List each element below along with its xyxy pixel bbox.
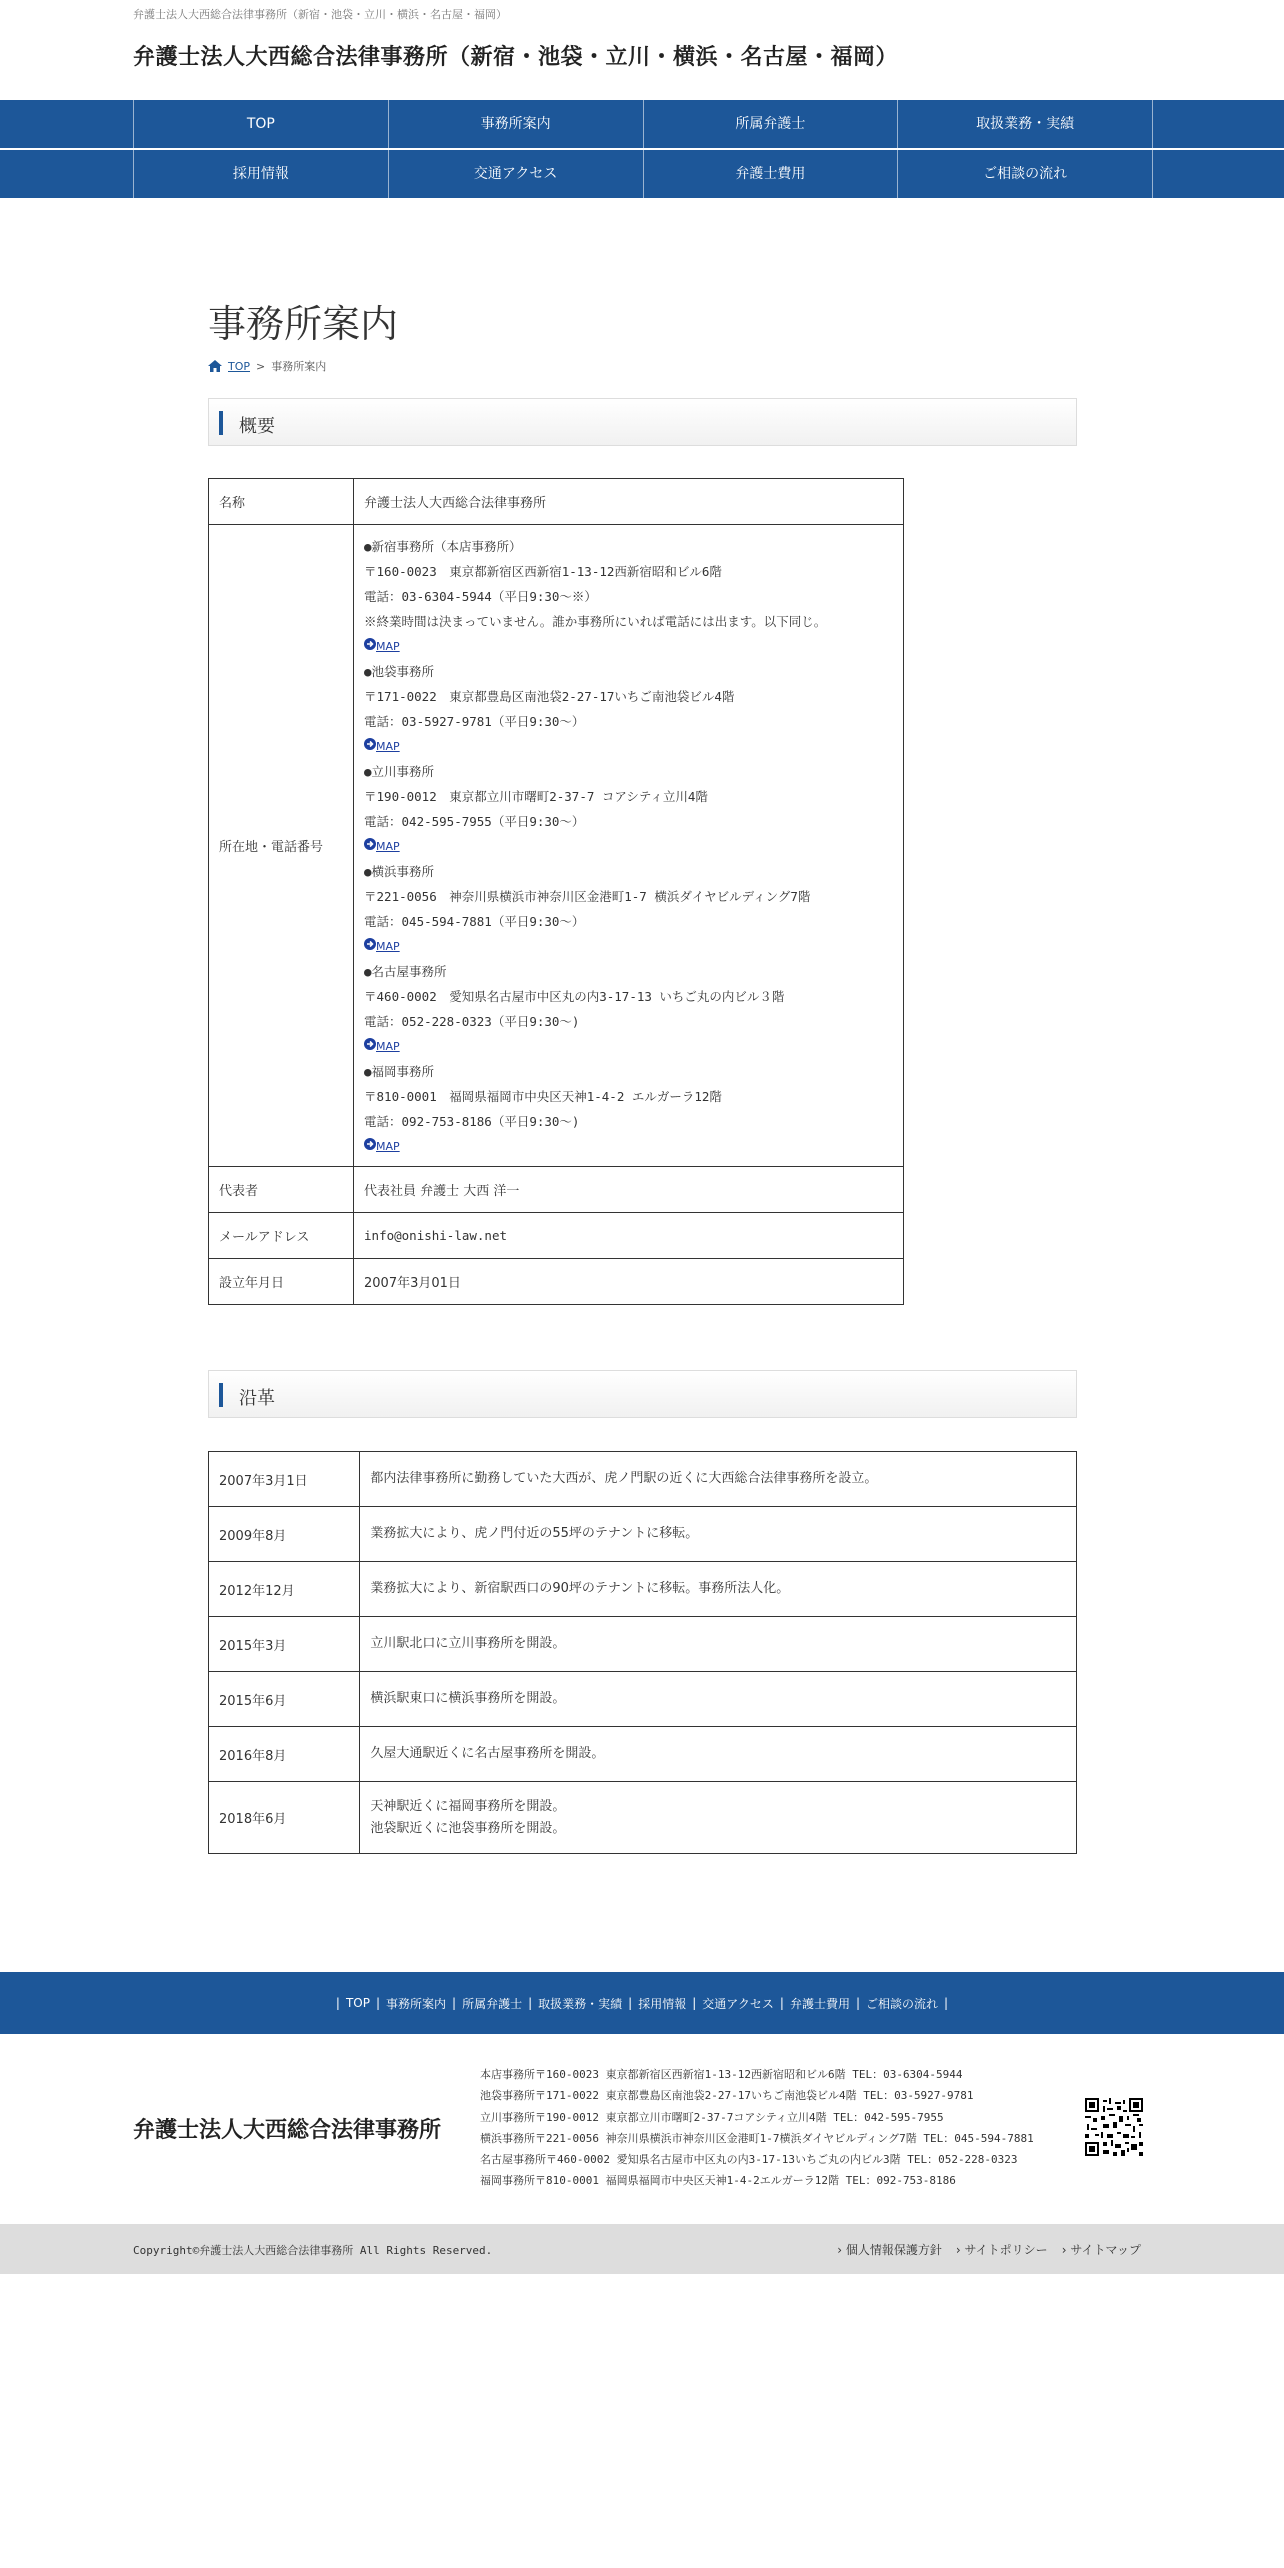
history-heading-text: 沿革 [239,1388,275,1409]
overview-table [208,478,904,1305]
footer-nav-top[interactable]: TOP [345,1996,370,2010]
office-tel: 電話：042-595-7955（平日9:30～） [364,814,585,829]
office-tel: 電話：03-5927-9781（平日9:30～） [364,714,585,729]
map-link-tachikawa[interactable] [364,834,893,859]
office-tel: 電話：092-753-8186（平日9:30～) [364,1114,580,1129]
founded-label: 設立年月日 [209,1259,354,1305]
nav-item-lawyers[interactable]: 所属弁護士 [643,100,898,148]
office-name: ●立川事務所 [364,764,435,779]
history-date: 2007年3月1日 [209,1452,360,1507]
circle-arrow-icon [364,838,376,850]
rep-value: 代表社員 弁護士 大西 洋一 [354,1167,904,1213]
founded-value: 2007年3月01日 [354,1259,904,1305]
page-title: 事務所案内 [208,302,399,347]
legal-links [837,2241,1141,2258]
footer-nav-recruit[interactable]: 採用情報 [638,1996,687,2011]
copyright: Copyright©弁護士法人大西総合法律事務所 All Rights Reserved. [133,2244,493,2257]
footer-nav-practice[interactable]: 取扱業務・実績 [538,1996,623,2011]
history-text [360,1782,1077,1854]
nav-item-recruit[interactable]: 採用情報 [133,150,388,198]
qr-code-icon [1085,2098,1143,2156]
breadcrumb [208,358,326,374]
nav-item-practice[interactable]: 取扱業務・実績 [897,100,1153,148]
history-text: 立川駅北口に立川事務所を開設。 [360,1617,1077,1672]
overview-heading [208,398,1077,446]
site-tagline: 弁護士法人大西総合法律事務所（新宿・池袋・立川・横浜・名古屋・福岡） [133,8,507,21]
footer-nav-flow[interactable]: ご相談の流れ [866,1996,939,2011]
table-row [209,1782,1077,1854]
circle-arrow-icon [364,638,376,650]
map-link-label: MAP [376,640,400,653]
footer-address-line: 本店事務所〒160-0023 東京都新宿区西新宿1-13-12西新宿昭和ビル6階 TEL：03-6304-5944 [480,2068,963,2081]
address-value [354,525,904,1167]
footer-nav-fees[interactable]: 弁護士費用 [789,1996,850,2011]
history-text-line: 池袋駅近くに池袋事務所を開設。 [370,1820,566,1836]
footer-address-line: 立川事務所〒190-0012 東京都立川市曙町2-37-7コアシティ立川4階 TEL：042-595-7955 [480,2110,944,2124]
table-row [209,1452,1077,1507]
history-date: 2012年12月 [209,1562,360,1617]
table-row [209,1672,1077,1727]
footer-address-line: 横浜事務所〒221-0056 神奈川県横浜市神奈川区金港町1-7横浜ダイヤビルディング7階 TEL：045-594-7881 [480,2131,1034,2145]
history-date: 2018年6月 [209,1782,360,1854]
mail-value: info@onishi-law.net [354,1213,904,1259]
history-heading [208,1370,1077,1418]
site-title[interactable]: 弁護士法人大西総合法律事務所（新宿・池袋・立川・横浜・名古屋・福岡） [133,45,899,70]
global-nav-row-1 [0,100,1284,148]
history-text: 横浜駅東口に横浜事務所を開設。 [360,1672,1077,1727]
copyright-bar [0,2224,1284,2274]
history-text: 業務拡大により、新宿駅西口の90坪のテナントに移転。事務所法人化。 [360,1562,1077,1617]
office-name: ●池袋事務所 [364,664,435,679]
office-address: 〒190-0012 東京都立川市曙町2-37-7 コアシティ立川4階 [364,789,708,804]
history-date: 2009年8月 [209,1507,360,1562]
circle-arrow-icon [364,1038,376,1050]
office-tel: 電話：052-228-0323（平日9:30～) [364,1014,580,1029]
office-address: 〒810-0001 福岡県福岡市中央区天神1-4-2 エルガーラ12階 [364,1089,722,1104]
global-nav-row-2 [0,150,1284,198]
office-name: ●名古屋事務所 [364,964,447,979]
rep-label: 代表者 [209,1167,354,1213]
footer-address-line: 福岡事務所〒810-0001 福岡県福岡市中央区天神1-4-2エルガーラ12階 TEL：092-753-8186 [480,2174,956,2188]
office-address: 〒460-0002 愛知県名古屋市中区丸の内3-17-13 いちご丸の内ビル３階 [364,989,785,1004]
home-icon [208,360,222,372]
footer-nav-office[interactable]: 事務所案内 [386,1996,447,2011]
footer-nav-access[interactable]: 交通アクセス [702,1996,774,2011]
history-text-line: 天神駅近くに福岡事務所を開設。 [370,1798,566,1814]
address-label: 所在地・電話番号 [209,525,354,1167]
privacy-policy-link[interactable]: › 個人情報保護方針 [837,2241,942,2258]
map-link-ikebukuro[interactable] [364,734,893,759]
history-date: 2016年8月 [209,1727,360,1782]
office-name: ●横浜事務所 [364,864,435,879]
breadcrumb-current: 事務所案内 [271,360,327,373]
circle-arrow-icon [364,1138,376,1150]
breadcrumb-separator: > [256,359,266,373]
map-link-fukuoka[interactable] [364,1134,893,1159]
overview-heading-text: 概要 [239,416,275,437]
table-row [209,1507,1077,1562]
footer-logo[interactable]: 弁護士法人大西総合法律事務所 [133,2118,442,2143]
footer-address-line: 池袋事務所〒171-0022 東京都豊島区南池袋2-27-17いちご南池袋ビル4階 TEL：03-5927-9781 [480,2089,974,2103]
history-date: 2015年3月 [209,1617,360,1672]
map-link-label: MAP [376,740,400,753]
history-text: 久屋大通駅近くに名古屋事務所を開設。 [360,1727,1077,1782]
name-label: 名称 [209,479,354,525]
history-table [208,1451,1077,1854]
history-text: 都内法律事務所に勤務していた大西が、虎ノ門駅の近くに大西総合法律事務所を設立。 [360,1452,1077,1507]
circle-arrow-icon [364,938,376,950]
office-name: ●新宿事務所（本店事務所） [364,539,522,554]
history-text: 業務拡大により、虎ノ門付近の55坪のテナントに移転。 [360,1507,1077,1562]
map-link-label: MAP [376,840,400,853]
map-link-shinjuku[interactable] [364,634,893,659]
table-row [209,1562,1077,1617]
site-policy-link[interactable]: › サイトポリシー [956,2241,1048,2258]
nav-item-office[interactable]: 事務所案内 [388,100,643,148]
map-link-label: MAP [376,1140,400,1153]
nav-item-fees[interactable]: 弁護士費用 [643,150,898,198]
breadcrumb-home-link[interactable]: TOP [228,359,251,373]
mail-label: メールアドレス [209,1213,354,1259]
footer-addresses [480,2064,1034,2192]
nav-item-top[interactable]: TOP [133,100,388,148]
footer-nav-lawyers[interactable]: 所属弁護士 [462,1996,523,2011]
footer-nav: | TOP | 事務所案内 | 所属弁護士 | 取扱業務・実績 | 採用情報 | 交通アクセス | 弁護士費用 | ご相談の流れ | [0,1972,1284,2034]
footer-address-line: 名古屋事務所〒460-0002 愛知県名古屋市中区丸の内3-17-13いちご丸の内ビル3階 TEL：052-228-0323 [480,2153,1018,2167]
map-link-label: MAP [376,940,400,953]
name-value: 弁護士法人大西総合法律事務所 [354,479,904,525]
office-address: 〒160-0023 東京都新宿区西新宿1-13-12西新宿昭和ビル6階 [364,564,722,579]
map-link-nagoya[interactable] [364,1034,893,1059]
office-tel: 電話：045-594-7881（平日9:30～） [364,914,585,929]
office-name: ●福岡事務所 [364,1064,435,1079]
history-date: 2015年6月 [209,1672,360,1727]
sitemap-link[interactable]: › サイトマップ [1062,2241,1141,2258]
office-note: ※終業時間は決まっていません。誰か事務所にいれば電話には出ます。以下同じ。 [364,614,827,629]
map-link-yokohama[interactable] [364,934,893,959]
nav-item-access[interactable]: 交通アクセス [388,150,643,198]
nav-item-flow[interactable]: ご相談の流れ [897,150,1153,198]
map-link-label: MAP [376,1040,400,1053]
office-address: 〒171-0022 東京都豊島区南池袋2-27-17いちご南池袋ビル4階 [364,689,735,704]
table-row [209,1617,1077,1672]
table-row [209,1727,1077,1782]
office-tel: 電話：03-6304-5944（平日9:30～※） [364,589,597,604]
office-address: 〒221-0056 神奈川県横浜市神奈川区金港町1-7 横浜ダイヤビルディング7階 [364,889,811,904]
circle-arrow-icon [364,738,376,750]
